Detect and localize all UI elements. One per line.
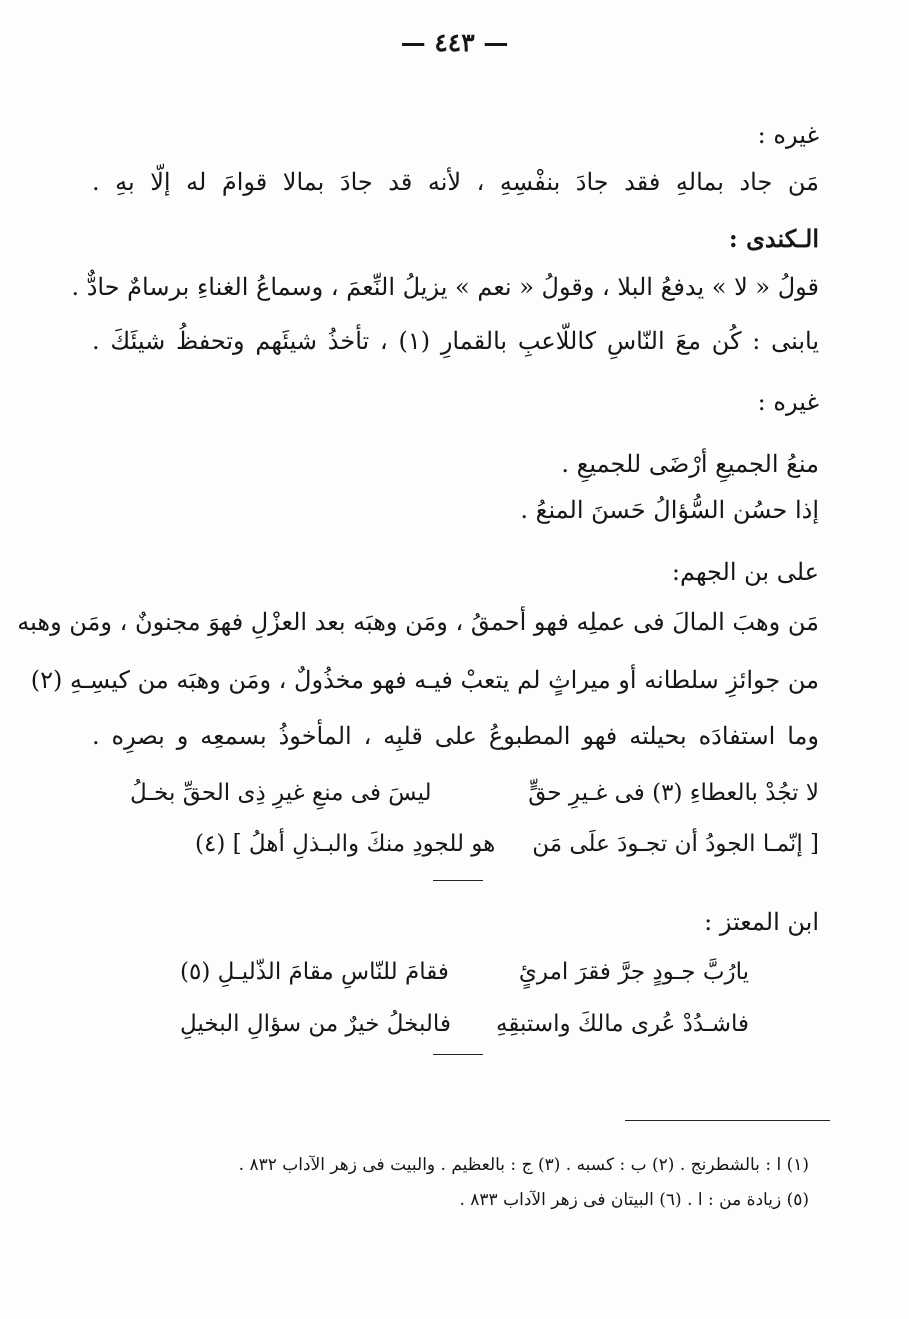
text-line: منعُ الجميعِ أرْضَى للجميعِ . [561,450,819,478]
section-divider [433,1054,483,1055]
verse-hemistich: [ إنّمـا الجودُ أن تجـودَ علَى مَن [532,831,819,857]
footnote-rule [625,1120,830,1121]
text-line: مَن وهبَ المالَ فى عملِه فهو أحمقُ ، ومَن وهبَه بعد العزْلِ فهوَ مجنونٌ ، ومَن وهبه [17,608,819,636]
text-line: يابنى : كُن معَ النّاسِ كاللّاعبِ بالقمارِ (١) ، تأخذُ شيئَهم وتحفظُ شيئَكَ . [92,327,819,355]
speaker-heading: على بن الجهم: [671,558,819,586]
page-number: — ٤٤٣ — [400,28,509,57]
speaker-heading: غيره : [757,121,819,149]
section-divider [433,880,483,881]
speaker-heading: ابن المعتز : [704,908,819,936]
verse-hemistich: هو للجودِ منكَ والبـذلِ أهلُ ] (٤) [195,831,496,857]
text-line: مَن جاد بمالهِ فقد جادَ بنفْسِهِ ، لأنه قد جادَ بمالا قوامَ له إلّا بهِ . [92,168,819,196]
speaker-heading: غيره : [757,388,819,416]
speaker-heading: الـكندى : [728,224,819,253]
text-line: إذا حسُن السُّؤالُ حَسنَ المنعُ . [520,496,819,524]
footnote-line: (٥) زيادة من : ا . (٦) البيتان فى زهر الآداب ٨٣٣ . [459,1190,809,1210]
text-line: من جوائزِ سلطانه أو ميراثٍ لم يتعبْ فيـه فهو مخذُولٌ ، ومَن وهبَه من كيسِـهِ (٢) [30,666,819,694]
footnote-line: (١) ا : بالشطرنج . (٢) ب : كسبه . (٣) ج : بالعظيم . والبيت فى زهر الآداب ٨٣٢ . [238,1155,809,1175]
text-line: قولُ « لا » يدفعُ البلا ، وقولُ « نعم » يزيلُ النِّعمَ ، وسماعُ الغناءِ برسامٌ حادٌّ . [71,273,819,301]
verse-hemistich: يارُبَّ جـودٍ جرَّ فقرَ امرئٍ [518,959,749,985]
verse-hemistich: فقامَ للنّاسِ مقامَ الذّليـلِ (٥) [180,959,449,985]
verse-hemistich: ليسَ فى منعِ غيرِ ذِى الحقِّ بخـلُ [130,780,432,806]
verse-hemistich: لا تجُدْ بالعطاءِ (٣) فى غـيرِ حقٍّ [528,780,819,806]
verse-hemistich: فالبخلُ خيرٌ من سؤالِ البخيلِ [180,1011,451,1037]
verse-hemistich: فاشـدُدْ عُرى مالكَ واستبقِهِ [495,1011,749,1037]
text-line: وما استفادَه بحيلته فهو المطبوعُ على قلبِه ، المأخوذُ بسمعِه و بصرِه . [92,722,819,750]
